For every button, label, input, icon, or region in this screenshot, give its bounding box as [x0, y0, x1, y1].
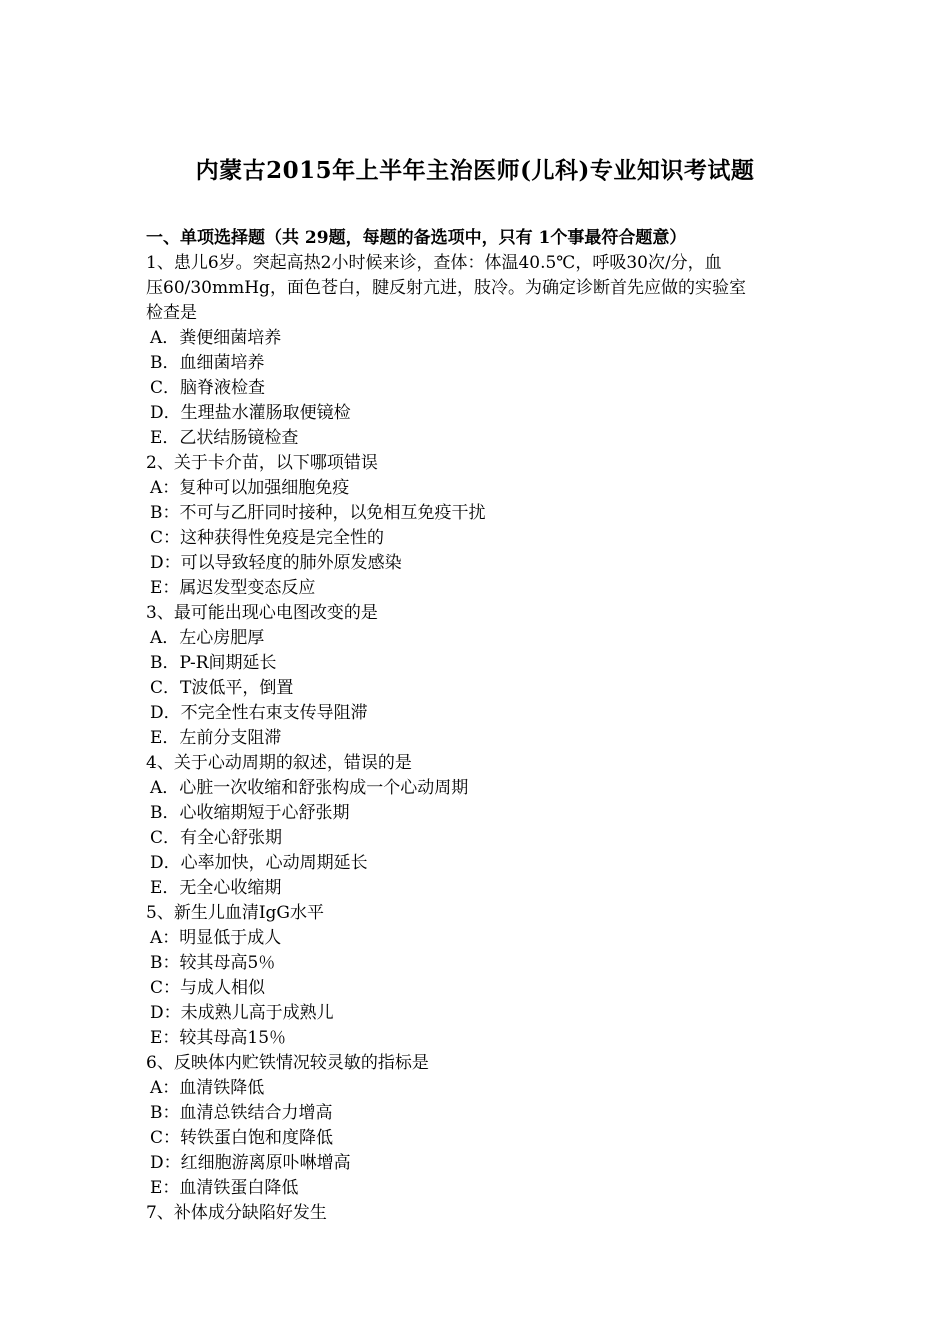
answer-option: A：血清铁降低: [150, 1078, 265, 1098]
answer-option: B．血细菌培养: [150, 353, 265, 373]
question-block: [146, 451, 806, 601]
answer-option: B：血清总铁结合力增高: [150, 1103, 333, 1123]
question-text-line: 压60/30mmHg，面色苍白，腱反射亢进，肢冷。为确定诊断首先应做的实验室: [146, 278, 746, 298]
question-text-line: 5、新生儿血清IgG水平: [146, 903, 324, 923]
answer-option: D：未成熟儿高于成熟儿: [150, 1003, 334, 1023]
answer-option: E．无全心收缩期: [150, 878, 282, 898]
answer-option: D：可以导致轻度的肺外原发感染: [150, 553, 402, 573]
question-text-line: 3、最可能出现心电图改变的是: [146, 603, 378, 623]
answer-option: B：较其母高5％: [150, 953, 276, 973]
answer-option: A．左心房肥厚: [150, 628, 265, 648]
question-block: [146, 1051, 806, 1201]
answer-option: C．脑脊液检查: [150, 378, 266, 398]
answer-option: C．T波低平，倒置: [150, 678, 294, 698]
answer-option: A．心脏一次收缩和舒张构成一个心动周期: [150, 778, 469, 798]
page-title: 内蒙古2015年上半年主治医师(儿科)专业知识考试题: [195, 157, 755, 184]
question-text-line: 4、关于心动周期的叙述，错误的是: [146, 753, 412, 773]
question-text-line: 1、患儿6岁。突起高热2小时候来诊，查体：体温40.5℃，呼吸30次/分，血: [146, 253, 722, 273]
question-text-line: 6、反映体内贮铁情况较灵敏的指标是: [146, 1053, 429, 1073]
answer-option: D．心率加快，心动周期延长: [150, 853, 368, 873]
answer-option: D：红细胞游离原卟啉增高: [150, 1153, 351, 1173]
answer-option: B：不可与乙肝同时接种，以免相互免疫干扰: [150, 503, 486, 523]
answer-option: C：这种获得性免疫是完全性的: [150, 528, 385, 548]
answer-option: D．不完全性右束支传导阻滞: [150, 703, 368, 723]
question-text-line: 7、补体成分缺陷好发生: [146, 1203, 327, 1223]
answer-option: A：复种可以加强细胞免疫: [150, 478, 350, 498]
answer-option: E．左前分支阻滞: [150, 728, 282, 748]
question-block: [146, 751, 806, 901]
question-text-line: 2、关于卡介苗，以下哪项错误: [146, 453, 378, 473]
answer-option: C．有全心舒张期: [150, 828, 283, 848]
question-block: [146, 901, 806, 1051]
answer-option: E：较其母高15％: [150, 1028, 287, 1048]
question-text-line: 检查是: [146, 303, 197, 323]
answer-option: E：属迟发型变态反应: [150, 578, 316, 598]
section-heading: 一、单项选择题（共 29题，每题的备选项中，只有 1个事最符合题意）: [146, 228, 687, 248]
answer-option: B．P-R间期延长: [150, 653, 277, 673]
question-block: [146, 251, 806, 451]
answer-option: E：血清铁蛋白降低: [150, 1178, 299, 1198]
question-block: [146, 1201, 806, 1226]
answer-option: B．心收缩期短于心舒张期: [150, 803, 350, 823]
answer-option: E．乙状结肠镜检查: [150, 428, 299, 448]
answer-option: C：与成人相似: [150, 978, 266, 998]
answer-option: D．生理盐水灌肠取便镜检: [150, 403, 351, 423]
answer-option: A．粪便细菌培养: [150, 328, 282, 348]
document-body: [146, 226, 806, 1226]
question-block: [146, 601, 806, 751]
answer-option: A：明显低于成人: [150, 928, 282, 948]
answer-option: C：转铁蛋白饱和度降低: [150, 1128, 334, 1148]
